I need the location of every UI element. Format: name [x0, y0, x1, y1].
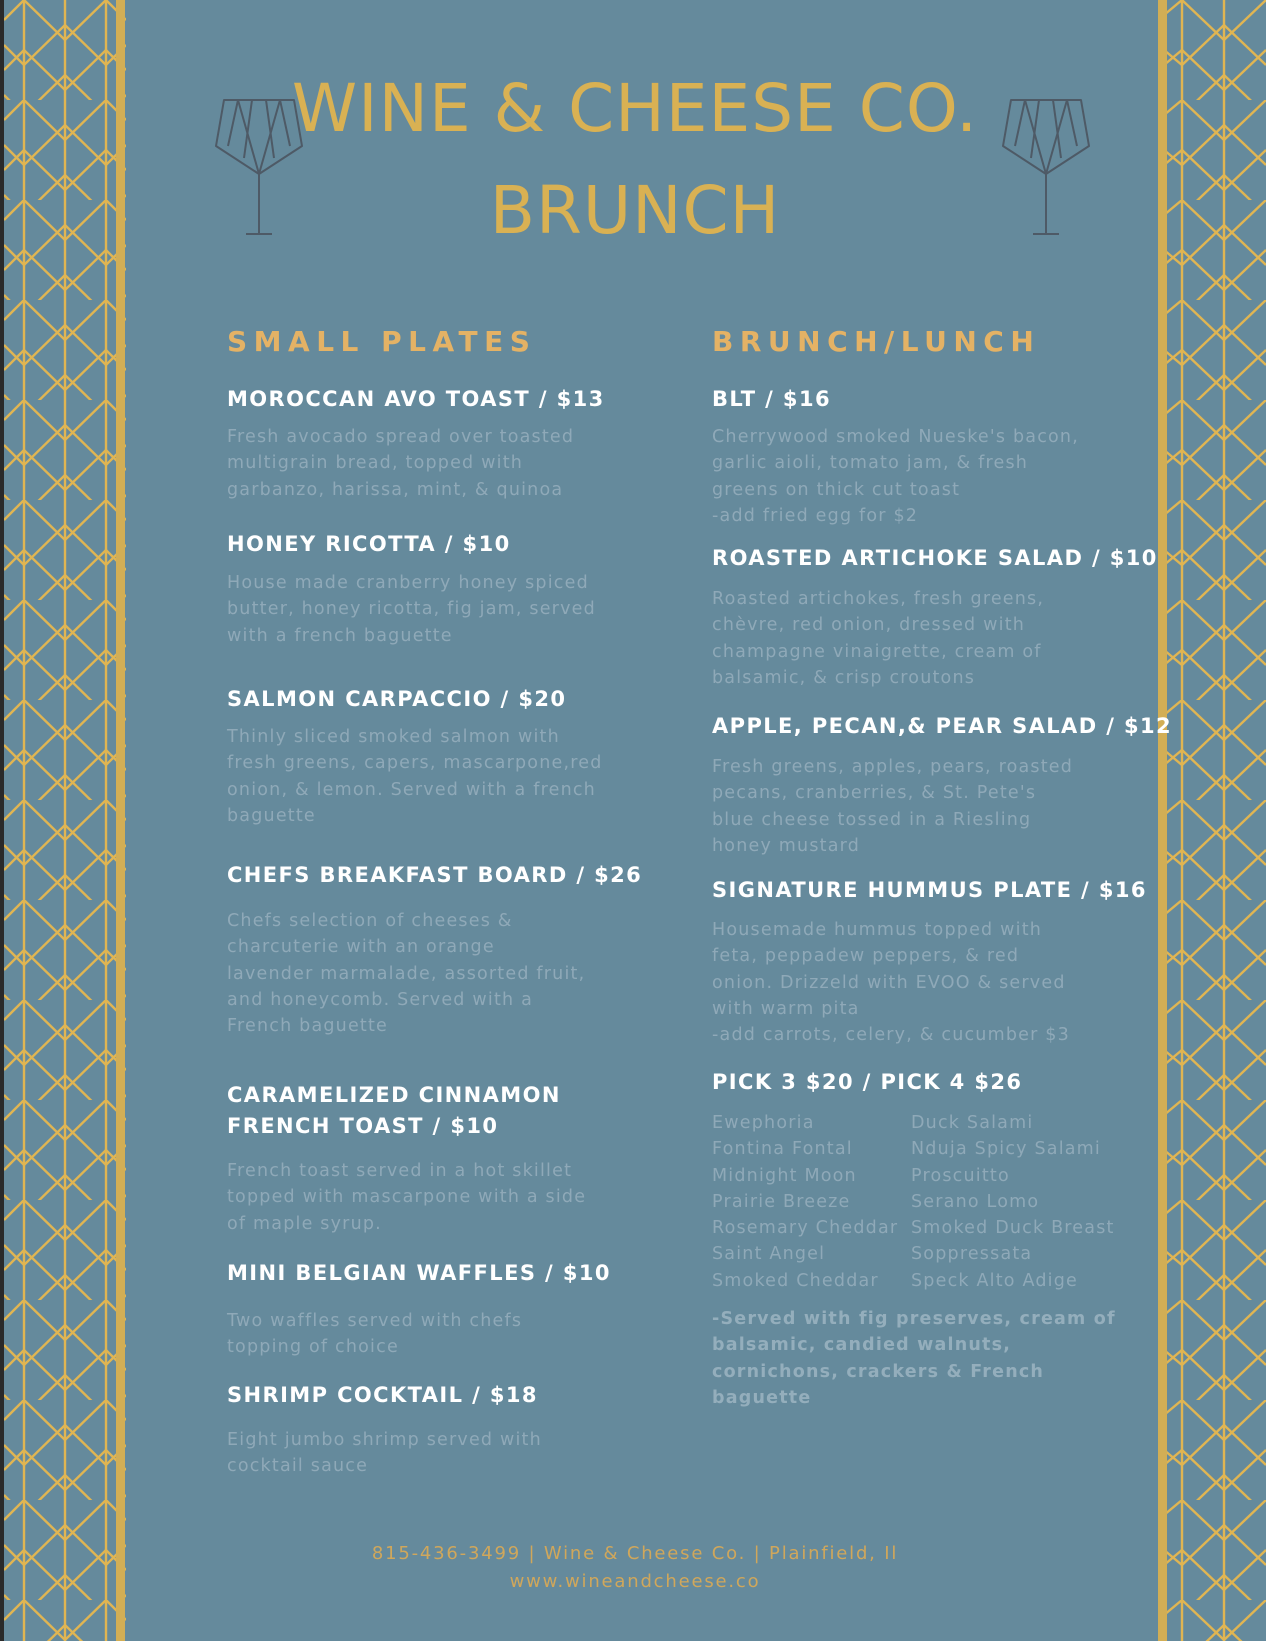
list-item: Midnight Moon	[712, 1165, 857, 1186]
footer-contact: 815-436-3499 | Wine & Cheese Co. | Plainfield, Il	[371, 1543, 899, 1564]
item-title: MINI BELGIAN WAFFLES / $10	[227, 1261, 611, 1285]
item-description: Roasted artichokes, fresh greens, chèvre, red onion, dressed with champagne vinaigrette, cream of balsamic, & crisp croutons	[712, 589, 1045, 688]
section-heading-brunch-lunch: BRUNCH/LUNCH	[712, 325, 1041, 358]
menu-title: WINE & CHEESE CO.	[291, 70, 979, 147]
footer-website: www.wineandcheese.co	[509, 1571, 761, 1592]
item-description: House made cranberry honey spiced butter, honey ricotta, fig jam, served with a french baguette	[227, 573, 596, 646]
list-item: Saint Angel	[712, 1244, 826, 1265]
item-description: Chefs selection of cheeses & charcuterie with an orange lavender marmalade, assorted fruit, and honeycomb. Served with a French baguette	[227, 911, 586, 1037]
item-description: Eight jumbo shrimp served with cocktail sauce	[227, 1430, 542, 1477]
cheese-list	[712, 1110, 898, 1294]
list-item: Proscuitto	[911, 1165, 1010, 1186]
list-item: Prairie Breeze	[712, 1191, 851, 1212]
item-title: CARAMELIZED CINNAMON FRENCH TOAST / $10	[227, 1083, 561, 1138]
charcuterie-list	[911, 1110, 1115, 1294]
list-item: Rosemary Cheddar	[712, 1218, 899, 1239]
item-description: Two waffles served with chefs topping of choice	[227, 1311, 523, 1358]
item-title: HONEY RICOTTA / $10	[227, 532, 511, 556]
list-item: Ewephoria	[712, 1113, 815, 1133]
menu-page	[4, 0, 1266, 1641]
item-title: SHRIMP COCKTAIL / $18	[227, 1383, 538, 1407]
list-item: Fontina Fontal	[712, 1139, 853, 1160]
menu-subtitle: BRUNCH	[489, 172, 781, 249]
list-item: Duck Salami	[911, 1113, 1034, 1133]
item-title: PICK 3 $20 / PICK 4 $26	[712, 1070, 1023, 1094]
item-description: Housemade hummus topped with feta, peppadew peppers, & red onion. Drizzeld with EVOO & served with warm pita -add carrots, celery, & cucumber $3	[712, 920, 1070, 1046]
list-item: Smoked Duck Breast	[911, 1218, 1115, 1239]
item-title: APPLE, PECAN,& PEAR SALAD / $12	[712, 714, 1173, 738]
board-note: -Served with fig preserves, cream of balsamic, candied walnuts, cornichons, crackers & French baguette	[712, 1309, 1116, 1408]
list-item: Speck Alto Adige	[911, 1270, 1078, 1291]
item-title: ROASTED ARTICHOKE SALAD / $10	[712, 546, 1158, 570]
item-title: SIGNATURE HUMMUS PLATE / $16	[712, 878, 1147, 902]
list-item: Serano Lomo	[911, 1191, 1040, 1212]
item-description: French toast served in a hot skillet topped with mascarpone with a side of maple syrup.	[227, 1161, 587, 1234]
item-title: CHEFS BREAKFAST BOARD / $26	[227, 863, 643, 887]
section-heading-small-plates: SMALL PLATES	[227, 325, 537, 358]
item-description: Thinly sliced smoked salmon with fresh greens, capers, mascarpone,red onion, & lemon. Served with a french baguette	[227, 727, 603, 826]
item-title: MOROCCAN AVO TOAST / $13	[227, 387, 605, 411]
item-title: SALMON CARPACCIO / $20	[227, 687, 567, 711]
item-description: Fresh avocado spread over toasted multigrain bread, topped with garbanzo, harissa, mint, & quinoa	[227, 427, 575, 500]
list-item: Nduja Spicy Salami	[911, 1139, 1101, 1160]
item-description: Cherrywood smoked Nueske's bacon, garlic aioli, tomato jam, & fresh greens on thick cut toast -add fried egg for $2	[712, 427, 1079, 526]
item-description: Fresh greens, apples, pears, roasted pecans, cranberries, & St. Pete's blue cheese tossed in a Riesling honey mustard	[712, 757, 1074, 856]
list-item: Smoked Cheddar	[712, 1270, 879, 1291]
list-item: Soppressata	[911, 1244, 1033, 1265]
item-title: BLT / $16	[712, 387, 831, 411]
